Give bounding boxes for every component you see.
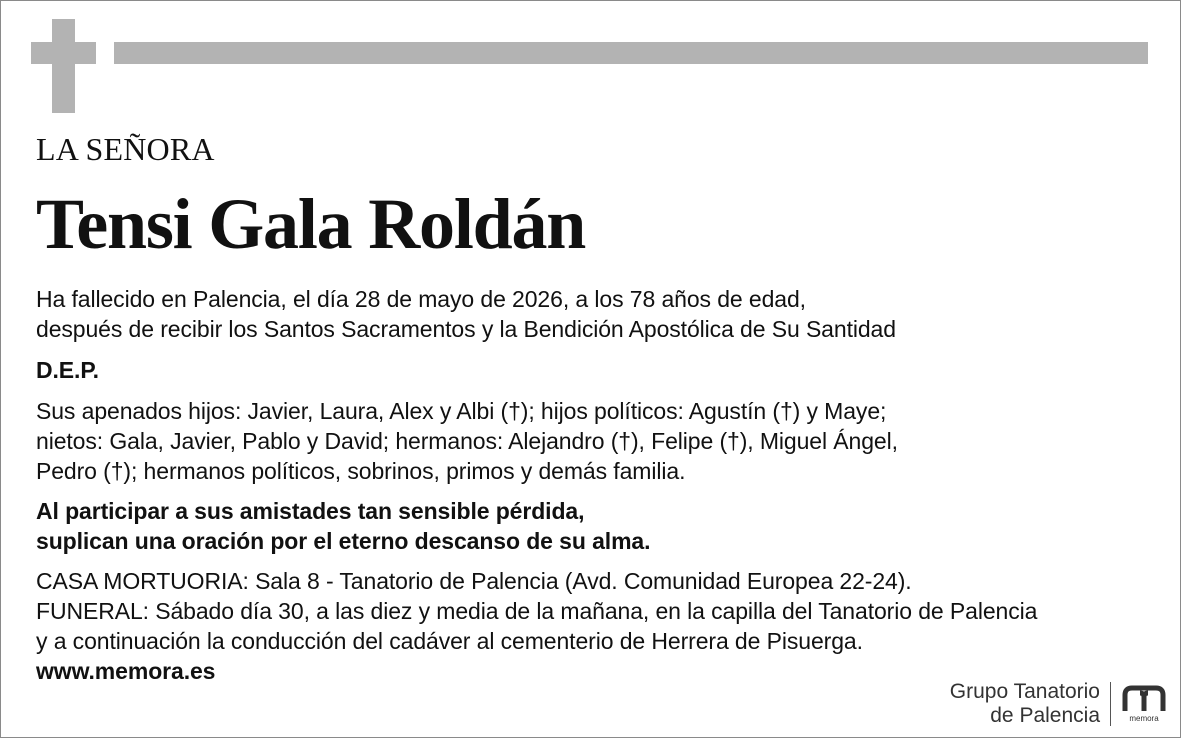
- brand-word: memora: [1129, 714, 1159, 723]
- announcement-line: después de recibir los Santos Sacramentos y la Bendición Apostólica de Su Santidad: [36, 316, 896, 342]
- company-name: [950, 680, 1100, 728]
- details-line: CASA MORTUORIA: Sala 8 - Tanatorio de Palencia (Avd. Comunidad Europea 22-24).: [36, 568, 912, 594]
- details-line: y a continuación la conducción del cadáver al cementerio de Herrera de Pisuerga.: [36, 628, 863, 654]
- company-logo: [950, 680, 1167, 728]
- header-bar: [114, 42, 1148, 64]
- memora-logo-icon: [1121, 685, 1167, 723]
- cross-icon: [52, 19, 75, 113]
- honorific-title: LA SEÑORA: [36, 131, 215, 167]
- company-name-line: Grupo Tanatorio: [949, 680, 1100, 703]
- dep-label: D.E.P.: [36, 357, 99, 383]
- request-paragraph: [36, 496, 650, 556]
- family-line: Pedro (†); hermanos políticos, sobrinos, primos y demás familia.: [36, 458, 686, 484]
- announcement-line: Ha fallecido en Palencia, el día 28 de mayo de 2026, a los 78 años de edad,: [36, 286, 806, 312]
- logo-divider: [1110, 682, 1111, 726]
- website-link[interactable]: www.memora.es: [36, 658, 216, 684]
- company-name-line: de Palencia: [990, 704, 1100, 727]
- request-line: suplican una oración por el eterno descanso de su alma.: [36, 528, 651, 554]
- details-line: FUNERAL: Sábado día 30, a las diez y media de la mañana, en la capilla del Tanatorio de Palencia: [36, 598, 1038, 624]
- deceased-name: Tensi Gala Roldán: [36, 184, 586, 264]
- memora-m-icon: [1121, 685, 1167, 713]
- family-paragraph: [36, 396, 898, 486]
- details-paragraph: [36, 566, 1037, 686]
- family-line: nietos: Gala, Javier, Pablo y David; hermanos: Alejandro (†), Felipe (†), Miguel Ángel,: [36, 428, 898, 454]
- request-line: Al participar a sus amistades tan sensible pérdida,: [36, 498, 585, 524]
- cross-icon-arm: [31, 42, 96, 64]
- family-line: Sus apenados hijos: Javier, Laura, Alex y Albi (†); hijos políticos: Agustín (†) y Maye;: [36, 398, 887, 424]
- announcement-paragraph: [36, 284, 896, 344]
